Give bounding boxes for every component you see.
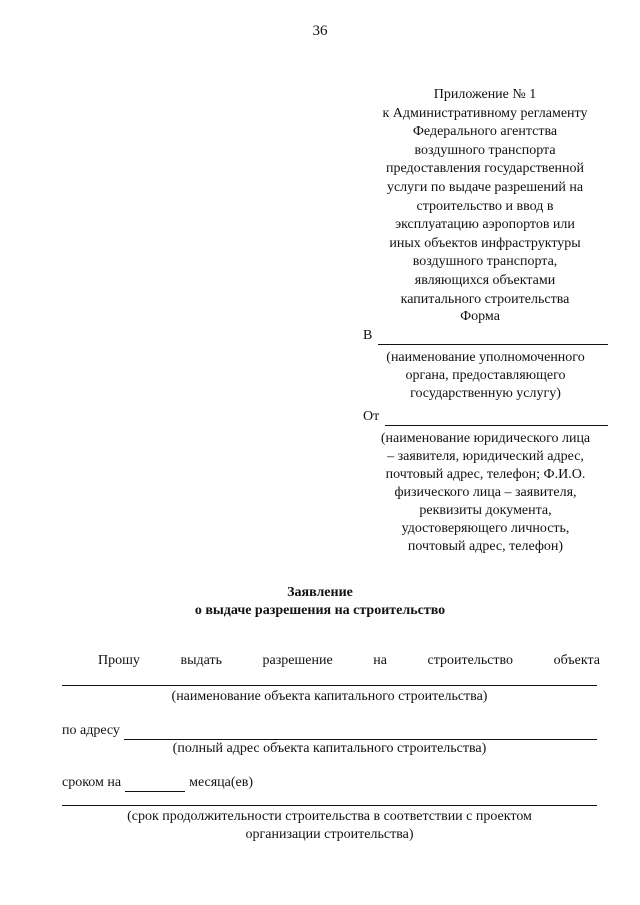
request-word: строительство [427,653,514,668]
appendix-line: предоставления государственной [385,161,585,177]
recipient-prefix: В [363,328,373,343]
appendix-line: иных объектов инфраструктуры [389,235,581,251]
applicant-block [363,408,608,556]
term-line [62,774,253,792]
appendix-line: строительство и ввод в [416,198,554,214]
recipient-note-line: (наименование уполномоченного [386,350,585,365]
request-word: на [373,653,387,668]
recipient-field[interactable] [378,330,608,345]
applicant-note-line: – заявителя, юридический адрес, [387,449,584,464]
form-label: Форма [460,309,500,324]
recipient-note-line: органа, предоставляющего [405,368,566,383]
term-months-field[interactable] [125,777,185,792]
term-caption-line-1: (срок продолжительности строительства в соответствии с проектом [127,809,532,824]
page-number: 36 [312,23,328,39]
term-unit: месяца(ев) [189,775,254,790]
appendix-line: эксплуатацию аэропортов или [395,217,575,233]
object-name-caption: (наименование объекта капитального строительства) [171,689,488,704]
appendix-line: к Административному регламенту [382,105,588,121]
applicant-prefix: От [363,409,380,424]
term-description-field[interactable] [62,805,597,806]
request-word: выдать [180,653,222,668]
request-word: Прошу [98,653,140,668]
term-label: сроком на [62,775,122,790]
address-field[interactable] [124,725,597,740]
term-caption-line-2: организации строительства) [245,827,414,842]
appendix-header [365,86,605,309]
appendix-line: услуги по выдаче разрешений на [386,179,584,195]
applicant-note-line: (наименование юридического лица [380,431,591,446]
applicant-note-line: физического лица – заявителя, [394,485,577,500]
appendix-line: воздушного транспорта [414,142,556,158]
recipient-note-line: государственную услугу) [410,386,561,401]
address-label: по адресу [62,723,120,738]
request-line [98,652,600,670]
object-name-field[interactable] [62,685,597,686]
applicant-field[interactable] [385,411,608,426]
appendix-line: Приложение № 1 [433,87,537,102]
applicant-note [363,430,608,556]
request-word: разрешение [262,653,333,668]
address-caption: (полный адрес объекта капитального строительства) [172,741,487,756]
appendix-line: воздушного транспорта, [412,254,558,270]
applicant-note-line: удостоверяющего личность, [401,521,570,536]
request-word: объекта [553,653,600,668]
appendix-line: являющихся объектами [414,272,556,288]
applicant-note-line: почтовый адрес, телефон; Ф.И.О. [385,467,586,482]
appendix-line: капитального строительства [400,291,570,307]
address-line [62,722,597,740]
applicant-note-line: почтовый адрес, телефон) [407,539,564,554]
appendix-line: Федерального агентства [412,124,558,140]
document-title [0,584,640,620]
title-line-2: о выдаче разрешения на строительство [194,603,446,618]
recipient-block [363,327,608,403]
title-line-1: Заявление [287,585,353,600]
applicant-note-line: реквизиты документа, [419,503,552,518]
recipient-note [363,349,608,403]
